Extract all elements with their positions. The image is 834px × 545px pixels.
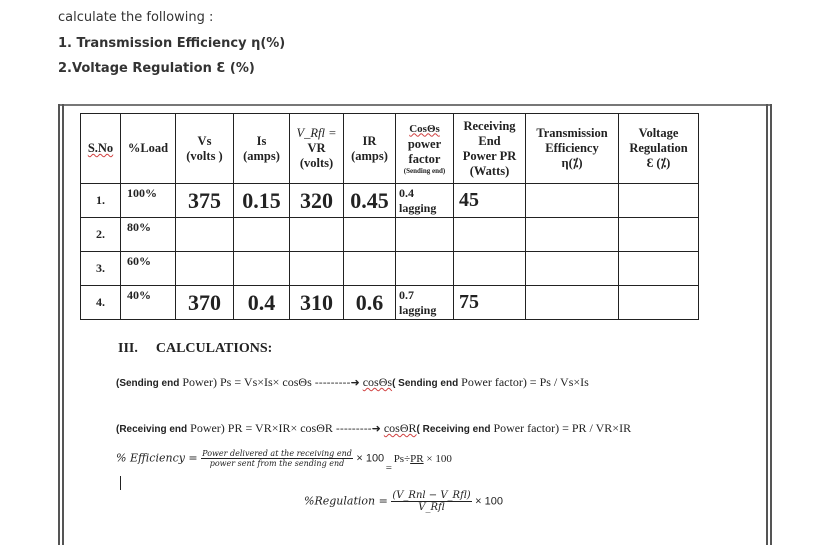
cell-regulation xyxy=(619,218,699,252)
cell-ir xyxy=(344,218,396,252)
cell-load: 100% xyxy=(121,184,176,218)
cell-ir: 0.45 xyxy=(344,184,396,218)
table-row xyxy=(81,286,699,320)
section-title: CALCULATIONS: xyxy=(155,341,273,356)
left-border-inner xyxy=(62,104,64,545)
cell-ir xyxy=(344,252,396,286)
cell-load: 40% xyxy=(121,286,176,320)
cell-vr xyxy=(290,218,344,252)
cell-power-factor xyxy=(396,252,454,286)
dash-arrow-icon: ---------➜ xyxy=(335,422,381,435)
right-border-inner xyxy=(770,104,772,545)
header-receiving-power: Receiving End Power PR (Watts) xyxy=(454,114,526,184)
dash-arrow-icon: ---------➜ xyxy=(314,376,360,389)
intro-line: calculate the following : xyxy=(58,10,214,25)
cell-is: 0.15 xyxy=(234,184,290,218)
right-border xyxy=(766,104,768,545)
cell-vs: 375 xyxy=(176,184,234,218)
cell-efficiency xyxy=(526,286,619,320)
efficiency-formula: % Efficiency = $\frac{\text{Power delivered at the receiving end}}{\text{power sent from the sending end}}$ × 100 = Ps÷PR × 100 xyxy=(116,449,452,474)
cell-vs: 370 xyxy=(176,286,234,320)
cell-vs xyxy=(176,218,234,252)
measurement-table xyxy=(80,113,699,320)
header-vr: V_Rfl = VR (volts) xyxy=(290,114,344,184)
cell-is xyxy=(234,252,290,286)
cell-efficiency xyxy=(526,218,619,252)
cell-power-factor xyxy=(396,218,454,252)
cell-efficiency xyxy=(526,252,619,286)
efficiency-fraction: $\frac{\text{Power delivered at the receiving end}}{\text{power sent from the sending end}}$ xyxy=(202,449,352,468)
header-ir: IR (amps) xyxy=(344,114,396,184)
receiving-end-formula: (Receiving end Power) PR = VR×IR× cosΘR ---------➜ cosΘR( Receiving end Power factor) = PR / VR×IR xyxy=(116,421,632,435)
header-voltage-regulation: Voltage Regulation Ɛ (⁒) xyxy=(619,114,699,184)
cell-power-factor: 0.4 lagging xyxy=(396,184,454,218)
cell-ir: 0.6 xyxy=(344,286,396,320)
sending-end-formula: (Sending end Power) Ps = Vs×Is× cosΘs ---------➜ cosΘs( Sending end Power factor) = Ps / Vs×Is xyxy=(116,375,589,389)
header-is: Is (amps) xyxy=(234,114,290,184)
task-voltage-regulation: 2.Voltage Regulation Ɛ (%) xyxy=(58,61,255,76)
task-transmission-efficiency: 1. Transmission Efficiency η(%) xyxy=(58,36,286,51)
cell-sno: 1. xyxy=(81,184,121,218)
cell-regulation xyxy=(619,286,699,320)
cell-regulation xyxy=(619,184,699,218)
table-row xyxy=(81,218,699,252)
table-row xyxy=(81,184,699,218)
page-top-border xyxy=(58,104,770,106)
cell-power-factor: 0.7 lagging xyxy=(396,286,454,320)
cell-load: 60% xyxy=(121,252,176,286)
header-power-factor: CosΘs power factor (Sending end) xyxy=(396,114,454,184)
cell-vr: 320 xyxy=(290,184,344,218)
efficiency-ratio: = Ps÷PR × 100 xyxy=(385,452,452,474)
cell-receiving-power: 75 xyxy=(454,286,526,320)
table-header-row xyxy=(81,114,699,184)
cell-regulation xyxy=(619,252,699,286)
cell-efficiency xyxy=(526,184,619,218)
cell-sno: 4. xyxy=(81,286,121,320)
cell-sno: 2. xyxy=(81,218,121,252)
cell-receiving-power xyxy=(454,218,526,252)
cell-sno: 3. xyxy=(81,252,121,286)
regulation-fraction: $\frac{\text{(V\_Rnl − V\_Rfl)}}{\text{V\_Rfl}}$ xyxy=(392,490,471,513)
cell-is xyxy=(234,218,290,252)
header-load: %Load xyxy=(121,114,176,184)
left-border xyxy=(58,104,60,545)
regulation-formula: %Regulation = $\frac{\text{(V\_Rnl − V\_Rfl)}}{\text{V\_Rfl}}$ × 100 xyxy=(304,490,504,513)
section-heading xyxy=(118,341,290,357)
cell-vs xyxy=(176,252,234,286)
header-sno: S.No xyxy=(81,114,121,184)
cell-is: 0.4 xyxy=(234,286,290,320)
header-transmission-efficiency: Transmission Efficiency η(⁒) xyxy=(526,114,619,184)
section-numeral: III. xyxy=(118,341,138,356)
header-vs: Vs (volts ) xyxy=(176,114,234,184)
cell-vr xyxy=(290,252,344,286)
text-cursor xyxy=(120,476,121,490)
cell-receiving-power xyxy=(454,252,526,286)
cell-load: 80% xyxy=(121,218,176,252)
cell-vr: 310 xyxy=(290,286,344,320)
cell-receiving-power: 45 xyxy=(454,184,526,218)
table-row xyxy=(81,252,699,286)
